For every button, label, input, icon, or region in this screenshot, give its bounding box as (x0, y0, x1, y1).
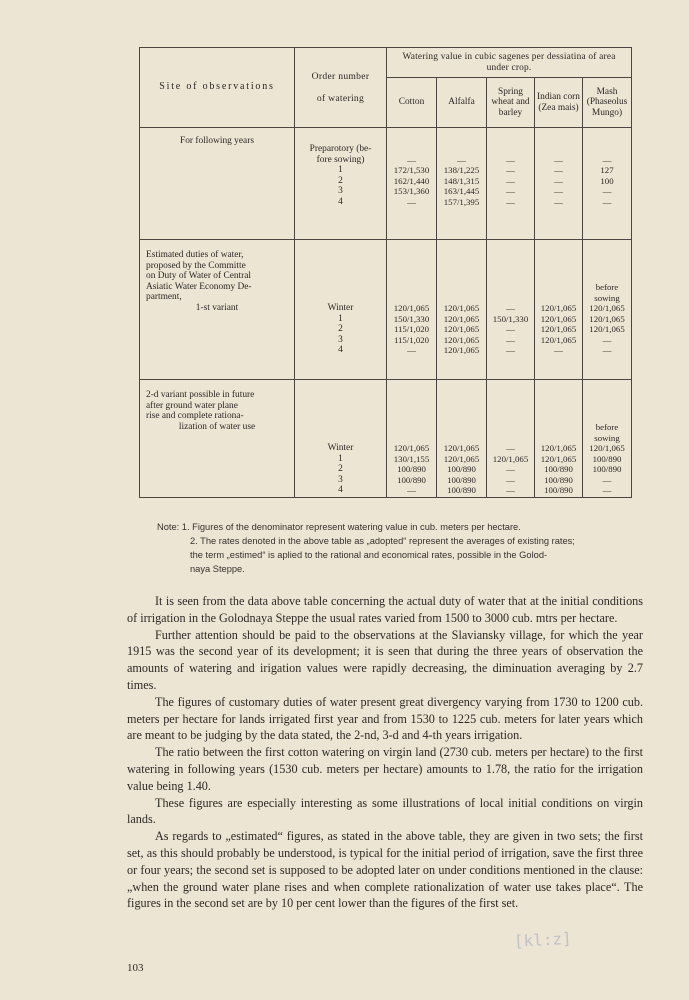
cell-value: 100/890 (544, 485, 573, 495)
cell-value: 157/1,395 (443, 196, 480, 207)
cell-value: — (506, 345, 515, 355)
order-value (295, 422, 386, 433)
cell-value (437, 422, 486, 433)
value-cell (437, 380, 487, 498)
cell-value: sowing (594, 432, 620, 443)
cell-value: 120/1,065 (540, 453, 577, 464)
value-cell (487, 240, 535, 380)
cell-value: 120/1,065 (443, 313, 480, 324)
cell-value: before (595, 282, 619, 292)
paragraph: The figures of customary duties of water present great divergency varying from 1730 to 1200 cub. meters per hectare for lands irrigated first year and from 1530 to 1225 cub. meters for later years which are meant to be judging by the data stated, the 2-nd, 3-d and 4-th years irrigation. (127, 694, 643, 743)
order-value: 3 (338, 334, 343, 345)
cell-value (535, 433, 582, 444)
order-value: fore sowing) (316, 154, 365, 165)
cell-value: 172/1,530 (393, 165, 430, 175)
order-value: Preparotory (be- (309, 144, 372, 154)
cell-value: — (602, 334, 612, 345)
cell-value (387, 433, 436, 444)
cell-value: 120/1,065 (393, 443, 430, 453)
cell-value (535, 422, 582, 433)
cell-value: 100/890 (397, 464, 426, 474)
order-value: 2 (338, 464, 343, 474)
cell-value: 100/890 (544, 474, 573, 485)
value-cell (583, 240, 632, 380)
order-value: 4 (338, 196, 343, 207)
cell-value: 120/1,065 (540, 443, 577, 453)
page-number: 103 (127, 962, 144, 974)
cell-value: — (602, 154, 612, 165)
site-line: partment, (146, 292, 182, 302)
cell-value: 148/1,315 (443, 175, 480, 186)
cell-value: — (506, 186, 515, 196)
cell-value: — (506, 154, 515, 165)
cell-value: sowing (594, 292, 620, 303)
order-value (295, 433, 386, 444)
site-line: on Duty of Water of Central (146, 271, 252, 281)
value-cell (535, 240, 583, 380)
value-cell (387, 380, 437, 498)
cell-value: — (554, 154, 563, 165)
order-value (295, 293, 386, 304)
crop-header-corn: Indian corn (Zea mais) (535, 78, 583, 128)
cell-value: 120/1,065 (492, 453, 529, 464)
cell-value: 100/890 (447, 474, 476, 485)
paragraph: As regards to „estimated“ figures, as stated in the above table, they are given in two sets; the first set, as this should probably be understood, is typical for the initial period of irrigation, save the first three or four years; the second set is supposed to be adopted later on under conditions mentioned in the clause: „when the ground water plane rises and when complete rationalization of water use takes place“. The figures in the second set are by 10 per cent lower than the figures of the first set. (127, 829, 643, 911)
cell-value: — (506, 175, 515, 186)
cell-value: — (602, 196, 612, 207)
order-value: 4 (338, 485, 343, 495)
order-cell (295, 380, 387, 498)
cell-value: 120/1,065 (540, 334, 577, 345)
crop-header-alfalfa: Alfalfa (437, 78, 487, 128)
cell-value (487, 433, 534, 444)
cell-value: — (506, 464, 515, 474)
watering-group-header: Watering value in cubic sagenes per dessiatina of area under crop. (387, 48, 632, 78)
value-cell (535, 128, 583, 240)
site-line: rise and complete rationa- (146, 411, 244, 421)
body-text (127, 593, 643, 912)
cell-value: 120/1,065 (443, 334, 480, 345)
cell-value (437, 144, 486, 155)
cell-value: 120/1,065 (540, 313, 577, 324)
cell-value (387, 293, 436, 304)
order-header (295, 48, 387, 128)
archive-stamp: [kl:z] (513, 928, 573, 951)
cell-value (437, 433, 486, 444)
site-line: 1-st variant (195, 302, 239, 313)
cell-value (487, 144, 534, 155)
cell-value (487, 422, 534, 433)
cell-value: — (407, 196, 416, 207)
cell-value: — (506, 334, 515, 345)
cell-value: — (506, 324, 515, 334)
cell-value: 100 (600, 175, 614, 186)
paragraph: These figures are especially interesting as some illustrations of local initial conditions on virgin lands. (127, 795, 643, 827)
cell-value (387, 282, 436, 293)
order-value: 1 (338, 453, 343, 464)
cell-value: — (602, 474, 612, 485)
cell-value: — (554, 196, 563, 207)
order-value: Winter (327, 443, 354, 453)
order-value: 1 (338, 313, 343, 324)
crop-header-wheat: Spring wheat and barley (487, 78, 535, 128)
cell-value: 115/1,020 (393, 324, 430, 334)
cell-value: 150/1,330 (393, 313, 430, 324)
cell-value: 162/1,440 (393, 175, 430, 186)
cell-value: 130/1,155 (393, 453, 430, 464)
cell-value: 120/1,065 (443, 324, 480, 334)
order-value: Winter (327, 303, 354, 313)
order-value: 4 (338, 345, 343, 355)
table-notes (157, 520, 647, 576)
cell-value: 120/1,065 (589, 324, 625, 334)
site-line: Estimated duties of water, (146, 250, 244, 260)
cell-value (387, 422, 436, 433)
cell-value: — (506, 443, 515, 453)
cell-value (535, 293, 582, 304)
cell-value: 100/890 (544, 464, 573, 474)
cell-value (437, 282, 486, 293)
cell-value: 120/1,065 (540, 303, 577, 313)
cell-value (387, 144, 436, 155)
cell-value: before (595, 422, 619, 432)
cell-value: 120/1,065 (443, 443, 480, 453)
site-line: Asiatic Water Economy De- (146, 281, 252, 292)
cell-value: 100/890 (447, 485, 476, 495)
cell-value: 150/1,330 (492, 313, 529, 324)
cell-value: 100/890 (592, 464, 622, 474)
order-value: 2 (338, 324, 343, 334)
cell-value (437, 293, 486, 304)
cell-value: — (457, 154, 466, 165)
cell-value (535, 144, 582, 155)
cell-value: 100/890 (447, 464, 476, 474)
cell-value: 100/890 (397, 474, 426, 485)
cell-value: — (554, 186, 563, 196)
value-cell (583, 128, 632, 240)
cell-value: — (506, 196, 515, 207)
cell-value: — (407, 345, 416, 355)
cell-value: — (554, 345, 563, 355)
cell-value: — (554, 175, 563, 186)
cell-value: 120/1,065 (443, 303, 480, 313)
site-line: 2-d variant possible in future (146, 390, 255, 400)
cell-value: 120/1,065 (589, 303, 625, 313)
cell-value (535, 282, 582, 293)
cell-value: — (407, 485, 416, 495)
site-line: proposed by the Committe (146, 260, 246, 271)
order-value: 2 (338, 175, 343, 186)
crop-header-mash: Mash (Phaseolus Mungo) (583, 78, 632, 128)
note-2: 2. The rates denoted in the above table as „adopted“ represent the averages of existing rates; (190, 536, 575, 546)
cell-value: — (602, 485, 612, 495)
cell-value (487, 282, 534, 293)
cell-value: 120/1,065 (589, 443, 625, 453)
value-cell (487, 380, 535, 498)
cell-value: — (506, 474, 515, 485)
cell-value (487, 293, 534, 304)
value-cell (437, 240, 487, 380)
order-value: 3 (338, 474, 343, 485)
cell-value: — (602, 186, 612, 196)
order-value: 3 (338, 186, 343, 196)
cell-value: 120/1,065 (540, 324, 577, 334)
cell-value: — (506, 485, 515, 495)
value-cell (437, 128, 487, 240)
value-cell (387, 128, 437, 240)
site-line: lization of water use (178, 421, 256, 432)
order-value: 1 (338, 165, 343, 175)
site-line: after ground water plane (146, 400, 238, 411)
cell-value: 163/1,445 (443, 186, 480, 196)
paragraph: It is seen from the data above table concerning the actual duty of water that at the initial conditions of irrigation in the Golodnaya Steppe the usual rates varied from 1500 to 3000 cub. mtrs per hectare. (127, 594, 643, 625)
crop-header-cotton: Cotton (387, 78, 437, 128)
order-cell (295, 240, 387, 380)
cell-value: 120/1,065 (589, 313, 625, 324)
cell-value: 120/1,065 (443, 453, 480, 464)
cell-value: 153/1,360 (393, 186, 430, 196)
site-line: For following years (180, 136, 254, 146)
cell-value: 127 (600, 165, 614, 175)
table-section (140, 380, 632, 498)
cell-value (583, 144, 631, 155)
site-cell (140, 380, 295, 498)
cell-value: — (554, 165, 563, 175)
value-cell (487, 128, 535, 240)
cell-value: 100/890 (592, 453, 622, 464)
site-cell (140, 240, 295, 380)
order-cell (295, 128, 387, 240)
site-header: Site of observations (140, 48, 295, 128)
table-section (140, 128, 632, 240)
cell-value: — (506, 165, 515, 175)
note-1: Note: 1. Figures of the denominator represent watering value in cub. meters per hectare. (157, 522, 521, 532)
value-cell (387, 240, 437, 380)
cell-value: 138/1,225 (443, 165, 480, 175)
watering-table (139, 47, 632, 498)
cell-value: 115/1,020 (393, 334, 430, 345)
site-cell (140, 128, 295, 240)
paragraph: The ratio between the first cotton watering on virgin land (2730 cub. meters per hectare) to the first watering in following years (1530 cub. meters per hectare) amounts to 1.78, the ratio for the irrigation value being 1.40. (127, 745, 643, 793)
table-section (140, 240, 632, 380)
cell-value: 120/1,065 (443, 345, 480, 355)
value-cell (583, 380, 632, 498)
paragraph: Further attention should be paid to the observations at the Slaviansky village, for which the year 1915 was the second year of its development; it is seen that during the three years of observation the amounts of watering and irigation values were rapidly decreasing, the diminuation averaging by 2.7 times. (127, 627, 643, 692)
cell-value: — (602, 345, 612, 355)
value-cell (535, 380, 583, 498)
note-2-end: naya Steppe. (190, 564, 245, 574)
note-2-cont: the term „estimed“ is aplied to the rational and economical rates, possible in the Golod- (190, 550, 548, 560)
cell-value: — (506, 303, 515, 313)
order-value (295, 282, 386, 293)
cell-value: — (407, 154, 416, 165)
cell-value: 120/1,065 (393, 303, 430, 313)
order-header-text: Order number of watering (311, 70, 370, 104)
